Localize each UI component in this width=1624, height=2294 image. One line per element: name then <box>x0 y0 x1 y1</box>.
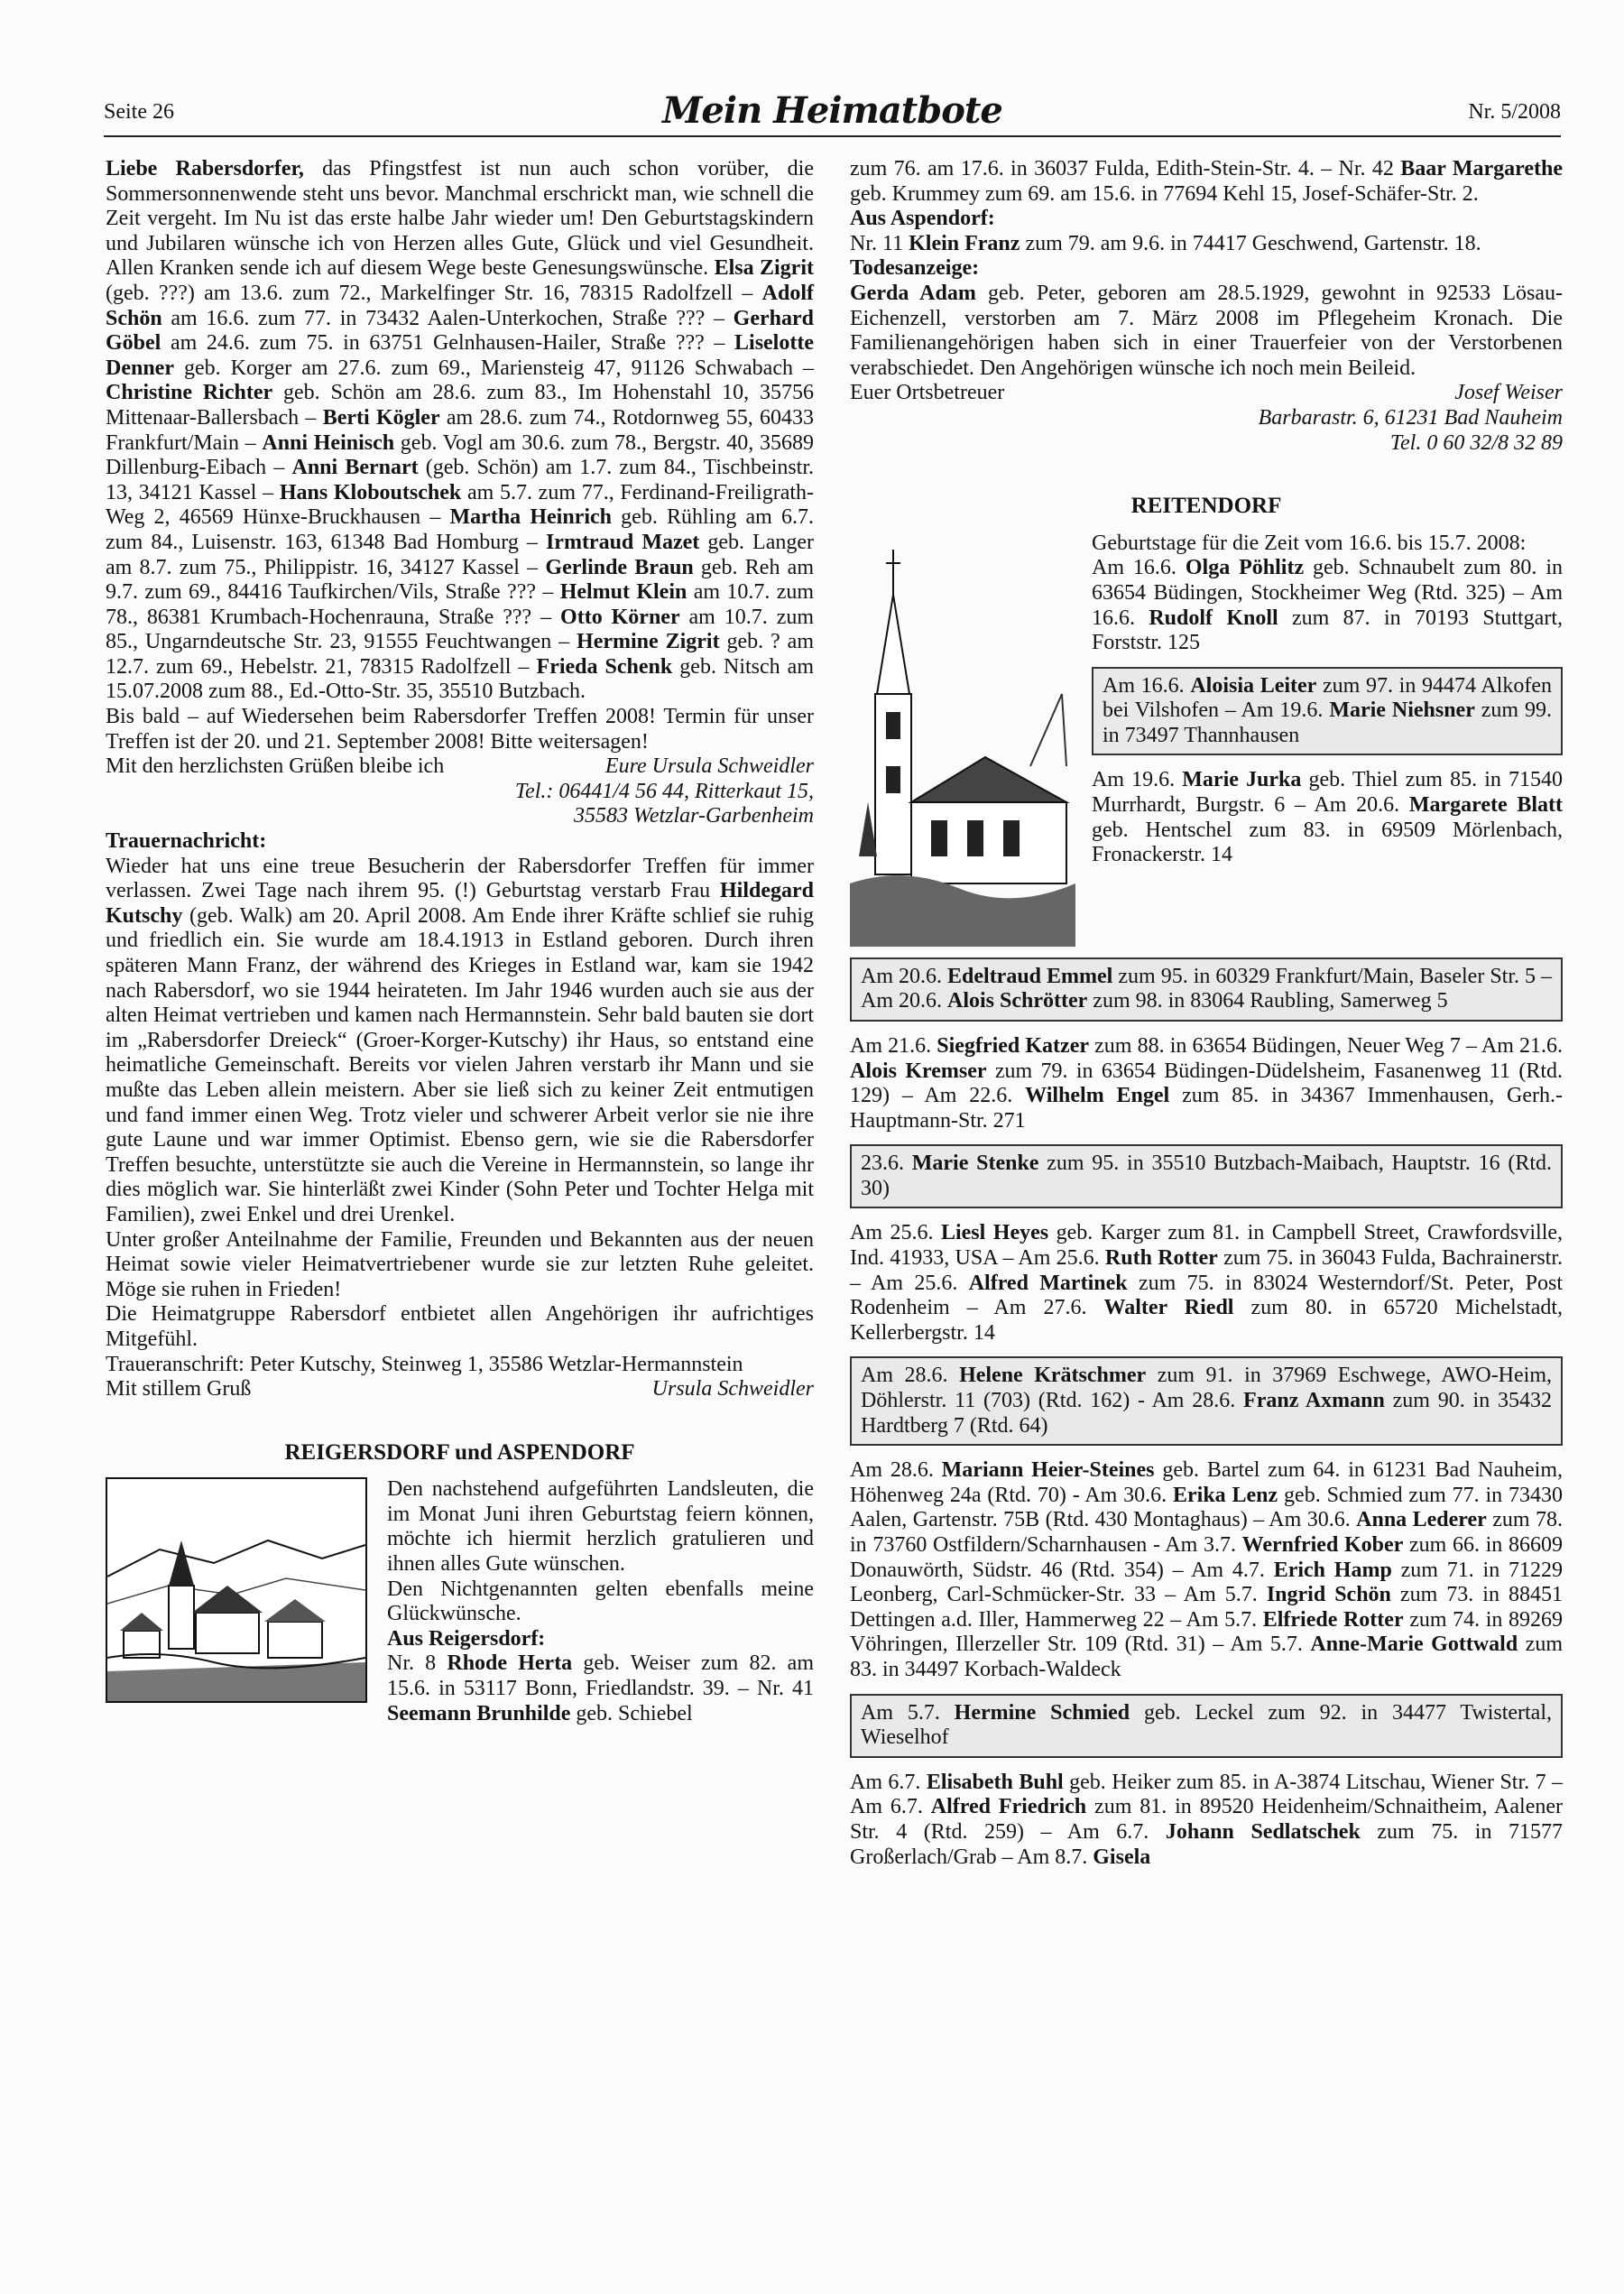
reigersdorf-intro <box>387 1477 814 1726</box>
person-name: Wernfried Kober <box>1241 1533 1404 1557</box>
text-run: geb. Schnaubelt zum 80. in 63654 Büdingen, Stockheimer Weg (Rtd. 325) – Am 16.6. <box>1092 556 1564 630</box>
text-run: zum 66. in 86609 Donauwörth, Südstr. 46 (Rtd. 354) – Am 4.7. <box>850 1533 1563 1582</box>
text-run: am 5.7. zum 77., Ferdinand-Freiligrath-Weg 2, 46569 Hünxe-Bruckhausen – <box>106 480 815 530</box>
text-run: Nr. 11 <box>850 231 909 255</box>
trauer-sig-right: Ursula Schweidler <box>651 1377 814 1401</box>
trauer-text <box>106 855 814 1228</box>
text-run: Am 20.6. <box>861 964 948 988</box>
person-name: Rhode Herta <box>447 1651 573 1676</box>
person-name: Mariann Heier-Steines <box>941 1458 1155 1483</box>
text-run: geb. Hentschel zum 83. in 69509 Mörlenbach, Fronackerstr. 14 <box>1092 818 1563 867</box>
right-column <box>850 157 1563 1870</box>
text-run: Am 28.6. <box>850 1458 942 1483</box>
tod-signature <box>850 381 1563 406</box>
tod-address-2: Tel. 0 60 32/8 32 89 <box>1389 430 1563 455</box>
reitendorf-intro <box>1092 532 1563 947</box>
text-run: zum 95. in 60329 Frankfurt/Main, Baseler Str. 5 – Am 20.6. <box>861 964 1553 1013</box>
text-run: zum 79. in 63654 Büdingen-Düdelsheim, Fasanenweg 11 (Rtd. 129) – Am 22.6. <box>850 1059 1563 1108</box>
person-name: Elsa Zigrit <box>714 256 814 281</box>
left-column <box>106 157 814 1726</box>
person-name: Irmtraud Mazet <box>545 530 700 554</box>
text-run: geb. Heiker zum 85. in A-3874 Litschau, Wiener Str. 7 – Am 6.7. <box>850 1770 1564 1819</box>
reigersdorf-section <box>106 1477 814 1726</box>
church-icon <box>850 532 1075 947</box>
tod-sig-right: Josef Weiser <box>1454 381 1563 405</box>
person-name: Christine Richter <box>106 381 273 405</box>
text-run: geb. Nitsch am 15.07.2008 zum 88., Ed.-Otto-Str. 35, 35510 Butzbach. <box>106 654 815 704</box>
person-name: Anni Heinisch <box>262 430 395 455</box>
page-number: Seite 26 <box>104 100 174 124</box>
rabersdorf-text <box>106 157 814 705</box>
person-name: Edeltraud Emmel <box>947 964 1113 988</box>
text-run: am 10.7. zum 78., 86381 Krumbach-Hochenrauna, Straße ??? – <box>106 580 815 629</box>
person-name: Alois Schrötter <box>947 989 1088 1013</box>
person-name: Liselotte Denner <box>106 331 814 380</box>
trauer-sig-left: Mit stillem Gruß <box>106 1377 252 1401</box>
person-name: Marie Jurka <box>1182 768 1302 792</box>
text-run: am 16.6. zum 77. in 73432 Aalen-Unterkochen, Straße ??? – <box>161 306 734 330</box>
person-name: Helene Krätschmer <box>959 1364 1147 1388</box>
person-name: Anna Lederer <box>1356 1508 1487 1532</box>
person-name: Ingrid Schön <box>1266 1583 1391 1607</box>
masthead: Mein Heimatbote <box>662 89 1002 132</box>
person-name: Gerhard Göbel <box>106 306 814 356</box>
text-run: (geb. Schön) am 1.7. zum 84., Tischbeinstr. 13, 34121 Kassel – <box>106 456 815 504</box>
text-run: zum 79. am 9.6. in 74417 Geschwend, Gartenstr. 18. <box>1020 231 1481 255</box>
person-name: Martha Heinrich <box>449 505 612 530</box>
reit-p5 <box>850 1458 1563 1682</box>
reit-p1 <box>1092 556 1563 655</box>
text-run: geb. Schmied zum 77. in 73430 Aalen, Gartenstr. 75B (Rtd. 430 Montaghaus) – Am 30.6. <box>850 1483 1563 1532</box>
trauer-signature <box>106 1377 814 1402</box>
person-name: Otto Körner <box>560 605 680 629</box>
highlight-box-1 <box>1092 667 1563 756</box>
text-run: geb. Krummey zum 69. am 15.6. in 77694 Kehl 15, Josef-Schäfer-Str. 2. <box>850 181 1479 206</box>
person-name: Johann Sedlatschek <box>1165 1819 1361 1844</box>
text-run: Am 21.6. <box>850 1033 937 1058</box>
person-name: Helmut Klein <box>559 580 687 605</box>
highlight-box-2 <box>850 957 1563 1022</box>
text-run: zum 85. in 34367 Immenhausen, Gerh.-Hauptmann-Str. 271 <box>850 1084 1563 1133</box>
text-run: am 10.7. zum 85., Ungarndeutsche Str. 23, 91555 Feuchtwangen – <box>106 605 815 654</box>
person-name: Margarete Blatt <box>1408 793 1564 818</box>
person-name: Klein Franz <box>909 231 1020 255</box>
text-run: zum 75. in 71577 Großerlach/Grab – Am 8.7. <box>850 1819 1563 1869</box>
person-name: Elfriede Rotter <box>1262 1607 1404 1632</box>
highlight-box-3 <box>850 1144 1563 1208</box>
person-name: Marie Niehsner <box>1329 698 1475 723</box>
text-run: das Pfingstfest ist nun auch schon vorüber, die Sommersonnenwende steht uns bevor. Manchmal erschrickt man, wie schnell die Zeit vergeht. Im Nu ist das erste halbe Jahr wieder um! Den Geburtstagskindern und Jubilaren wünsche ich von Herzen alles Gute, Glück und viel Gesundheit. Allen Kranken sende ich auf diesem Wege beste Genesungswünsche. <box>106 157 814 281</box>
person-name: Erika Lenz <box>1172 1483 1278 1507</box>
person-name: Ruth Rotter <box>1104 1246 1218 1271</box>
highlight-box-4 <box>850 1356 1563 1446</box>
issue-number: Nr. 5/2008 <box>1468 100 1561 124</box>
reitendorf-heading: REITENDORF <box>1130 494 1282 519</box>
reit-p6 <box>850 1771 1563 1870</box>
greeting-address-2: 35583 Wetzlar-Garbenheim <box>574 804 814 828</box>
tod-address-1: Barbarastr. 6, 61231 Bad Nauheim <box>1258 405 1563 430</box>
reit-p2 <box>1092 768 1563 867</box>
person-name: Wilhelm Engel <box>1025 1084 1170 1108</box>
text-run: zum 73. in 88451 Dettingen a.d. Iller, Hammerweg 22 – Am 5.7. <box>850 1583 1563 1632</box>
trauer-heading: Trauernachricht: <box>106 829 267 854</box>
text-run: geb. Schön am 28.6. zum 83., Im Hohenstahl 10, 35756 Mittenaar-Ballersbach – <box>106 381 815 430</box>
text-run: zum 74. in 89269 Vöhringen, Illerzeller Str. 109 (Rtd. 31) – Am 5.7. <box>850 1607 1563 1657</box>
person-name: Liebe Rabersdorfer, <box>106 157 304 180</box>
person-name: Aloisia Leiter <box>1190 673 1317 698</box>
closing-text: Bis bald – auf Wiedersehen beim Rabersdorfer Treffen 2008! Termin für unser Treffen ist der 20. und 21. September 2008! Bitte weitersagen! <box>106 705 814 754</box>
reig-intro-text: Den nachstehend aufgeführten Landsleuten, die im Monat Juni ihren Geburtstag feiern können, möchte ich hiermit herzlich gratulieren und ihnen alles Gute wünschen. <box>387 1477 814 1577</box>
text-run: Am 16.6. <box>1103 673 1191 698</box>
text-run: zum 71. in 71229 Leonberg, Carl-Schmücker-Str. 33 – Am 5.7. <box>850 1558 1563 1607</box>
person-name: Gisela <box>1093 1845 1151 1869</box>
text-run: zum 75. in 36043 Fulda, Bachrainerstr. – Am 25.6. <box>850 1246 1563 1295</box>
text-run: Nr. 8 <box>387 1651 448 1676</box>
village-icon <box>106 1477 367 1703</box>
text-run: Am 28.6. <box>861 1364 960 1388</box>
reig-list <box>387 1651 814 1726</box>
person-name: Erich Hamp <box>1273 1558 1392 1582</box>
village-illustration <box>106 1477 367 1726</box>
text-run: zum 80. in 65720 Michelstadt, Kellerbergstr. 14 <box>850 1296 1564 1345</box>
text-run: geb. ? am 12.7. zum 69., Hebelstr. 21, 78315 Radolfzell – <box>106 630 814 679</box>
text-run: zum 75. in 83024 Westerndorf/St. Peter, Post Rodenheim – Am 27.6. <box>850 1271 1563 1320</box>
person-name: Anni Bernart <box>291 456 419 480</box>
reit-intro-text: Geburtstage für die Zeit vom 16.6. bis 15.7. 2008: <box>1092 531 1527 555</box>
trauer-text-a: Wieder hat uns eine treue Besucherin der Rabersdorfer Treffen für immer verlassen. Zwei Tage nach ihrem 95. (!) Geburtstag verstarb Frau <box>106 854 814 903</box>
text-run: geb. Schiebel <box>570 1701 693 1725</box>
todesanzeige-heading: Todesanzeige: <box>850 256 980 281</box>
text-run: zum 88. in 63654 Büdingen, Neuer Weg 7 – Am 21.6. <box>1089 1033 1563 1058</box>
reit-p3 <box>850 1034 1563 1133</box>
text-run: geb. Bartel zum 64. in 61231 Bad Nauheim, Höhenweg 24a (Rtd. 70) - Am 30.6. <box>850 1458 1564 1507</box>
text-run: zum 99. in 73497 Thannhausen <box>1103 698 1552 747</box>
text-run: geb. Leckel zum 92. in 34477 Twistertal, Wieselhof <box>861 1700 1553 1750</box>
text-run: geb. Langer am 8.7. zum 75., Philippistr. 16, 34127 Kassel – <box>106 530 814 579</box>
person-name: Hermine Schmied <box>954 1700 1130 1725</box>
person-name: Gerda Adam <box>850 281 976 305</box>
tod-sig-left: Euer Ortsbetreuer <box>850 381 1005 405</box>
text-run: am 24.6. zum 75. in 63751 Gelnhausen-Hailer, Straße ??? – <box>161 331 735 356</box>
text-run: am 28.6. zum 74., Rotdornweg 55, 60433 Frankfurt/Main – <box>106 405 814 455</box>
text-run: geb. Reh am 9.7. zum 69., 84416 Taufkirchen/Vils, Straße ??? – <box>106 555 815 605</box>
greeting-signature: Eure Ursula Schweidler <box>604 754 814 779</box>
reigersdorf-heading: REIGERSDORF und ASPENDORF <box>284 1439 635 1465</box>
aspendorf-heading: Aus Aspendorf: <box>850 207 995 231</box>
page-header <box>104 88 1561 132</box>
greeting <box>106 754 814 780</box>
text-run: Am 6.7. <box>850 1770 927 1794</box>
trauer-text-b: (geb. Walk) am 20. April 2008. Am Ende ihrer Kräfte schlief sie ruhig und friedlich ein. Sie wurde am 18.4.1913 in Estland geboren. Durch ihren späteren Mann Franz, der während des Krieges in Estland war, kam sie 1942 nach Rabersdorf, wo sie 1944 heirateten. Im Jahr 1946 wurden auch sie aus der alten Heimat vertrieben und kamen nach Hermannstein. Sehr bald bauten sie dort im „Rabersdorfer Dreieck“ (Groer-Korger-Kutschy) ihr Haus, so entstand eine heimatliche Gemeinschaft. Bereits vor vielen Jahren verstarb ihr Mann und sie mußte das Leben allein meistern. Aber sie ließ sich zu keiner Zeit entmutigen und fand immer einen Weg. Trotz vieler und schwerer Arbeit verlor sie nie ihre gute Laune und war immer Optimist. Ebenso gern, wie sie die Rabersdorfer Treffen besuchte, unterstützte sie auch die Vereine in Hermannstein, so lange ihr dies möglich war. Sie hinterläßt zwei Kinder (Sohn Peter und Tochter Helga mit Familien), zwei Enkel und drei Urenkel. <box>106 903 814 1226</box>
person-name: Franz Axmann <box>1243 1389 1385 1413</box>
trauer-p2: Unter großer Anteilnahme der Familie, Freunden und Bekannten aus der neuen Heimat sowie vieler Heimatvertriebener wurde sie zur letzten Ruhe geleitet. Möge sie ruhen in Frieden! <box>106 1227 814 1301</box>
reitendorf-section <box>850 532 1563 947</box>
text-run: zum 98. in 83064 Raubling, Samerweg 5 <box>1087 989 1448 1013</box>
highlight-box-5 <box>850 1694 1563 1758</box>
person-name: Adolf Schön <box>106 281 814 330</box>
text-run: zum 81. in 89520 Heidenheim/Schnaitheim, Aalener Str. 4 (Rtd. 259) – Am 6.7. <box>850 1795 1564 1844</box>
aspendorf-text <box>850 232 1563 257</box>
reig-continued <box>850 157 1563 207</box>
person-name: Walter Riedl <box>1103 1296 1234 1320</box>
text-run: zum 97. in 94474 Alkofen bei Vilshofen – Am 19.6. <box>1103 673 1552 723</box>
person-name: Frieda Schenk <box>536 654 673 679</box>
person-name: Gerlinde Braun <box>545 555 694 579</box>
text-run: geb. Weiser zum 82. am 15.6. in 53117 Bonn, Friedlandstr. 39. – Nr. 41 <box>387 1651 814 1701</box>
text-run: geb. Rühling am 6.7. zum 84., Luisenstr. 163, 61348 Bad Homburg – <box>106 505 814 554</box>
text-run: zum 91. in 37969 Eschwege, AWO-Heim, Döhlerstr. 11 (703) (Rtd. 162) - Am 28.6. <box>861 1364 1553 1413</box>
church-illustration <box>850 532 1075 947</box>
text-run: (geb. ???) am 13.6. zum 72., Markelfinger Str. 16, 78315 Radolfzell – <box>106 281 762 305</box>
text-run: zum 90. in 35432 Hardtberg 7 (Rtd. 64) <box>861 1389 1552 1438</box>
person-name: Rudolf Knoll <box>1149 606 1278 630</box>
person-name: Liesl Heyes <box>940 1221 1049 1245</box>
text-run: geb. Peter, geboren am 28.5.1929, gewohnt in 92533 Lösau-Eichenzell, verstorben am 7. März 2008 im Pflegeheim Kronach. Die Familienangehörigen haben sich in einer Trauerfeier von der Verstorbenen verabschiedet. Den Angehörigen wünsche ich noch mein Beileid. <box>850 281 1563 380</box>
text-run: 23.6. <box>861 1152 912 1176</box>
person-name: Olga Pöhlitz <box>1185 556 1305 580</box>
person-name: Alfred Martinek <box>968 1271 1128 1295</box>
trauer-p4: Traueranschrift: Peter Kutschy, Steinweg 1, 35586 Wetzlar-Hermannstein <box>106 1352 743 1376</box>
text-run: geb. Karger zum 81. in Campbell Street, Crawfordsville, Ind. 41933, USA – Am 25.6. <box>850 1221 1564 1271</box>
text-run: zum 78. in 73760 Ostfildern/Scharnhausen - Am 3.7. <box>850 1508 1563 1557</box>
text-run: geb. Thiel zum 85. in 71540 Murrhardt, Burgstr. 6 – Am 20.6. <box>1092 768 1564 818</box>
reig-intro-text2: Den Nichtgenannten gelten ebenfalls meine Glückwünsche. <box>387 1577 814 1626</box>
text-run: geb. Korger am 27.6. zum 69., Mariensteig 47, 91126 Schwabach – <box>173 356 814 380</box>
person-name: Hans Kloboutschek <box>279 480 462 504</box>
text-run: geb. Vogl am 30.6. zum 78., Bergstr. 40, 35689 Dillenburg-Eibach – <box>106 430 814 480</box>
text-run: zum 95. in 35510 Butzbach-Maibach, Hauptstr. 16 (Rtd. 30) <box>861 1152 1553 1200</box>
person-name: Marie Stenke <box>911 1152 1039 1176</box>
person-name: Seemann Brunhilde <box>387 1701 571 1725</box>
text-run: zum 83. in 34497 Korbach-Waldeck <box>850 1633 1564 1681</box>
person-name: Berti Kögler <box>322 405 440 430</box>
trauer-p3: Die Heimatgruppe Rabersdorf entbietet allen Angehörigen ihr aufrichtiges Mitgefühl. <box>106 1302 814 1351</box>
greeting-address-1: Tel.: 06441/4 56 44, Ritterkaut 15, <box>514 779 814 803</box>
header-rule <box>104 135 1561 137</box>
person-name: Siegfried Katzer <box>937 1033 1089 1058</box>
trauer-name: Hildegard Kutschy <box>106 879 814 928</box>
reit-p4 <box>850 1221 1563 1346</box>
text-run: Am 16.6. <box>1092 556 1186 580</box>
text-run: zum 76. am 17.6. in 36037 Fulda, Edith-Stein-Str. 4. – Nr. 42 <box>850 157 1401 180</box>
person-name: Baar Margarethe <box>1400 157 1563 180</box>
person-name: Hermine Zigrit <box>577 630 720 654</box>
reig-subheading: Aus Reigersdorf: <box>387 1626 546 1651</box>
text-run: Am 5.7. <box>861 1700 955 1725</box>
person-name: Anne-Marie Gottwald <box>1310 1633 1518 1657</box>
todesanzeige-text <box>850 282 1563 381</box>
text-run: zum 87. in 70193 Stuttgart, Forststr. 125 <box>1092 606 1563 655</box>
person-name: Alfred Friedrich <box>930 1795 1087 1819</box>
text-run: Am 19.6. <box>1092 768 1183 792</box>
greeting-left: Mit den herzlichsten Grüßen bleibe ich <box>106 754 445 779</box>
person-name: Elisabeth Buhl <box>926 1770 1064 1794</box>
text-run: Am 25.6. <box>850 1221 941 1245</box>
person-name: Alois Kremser <box>850 1059 987 1083</box>
